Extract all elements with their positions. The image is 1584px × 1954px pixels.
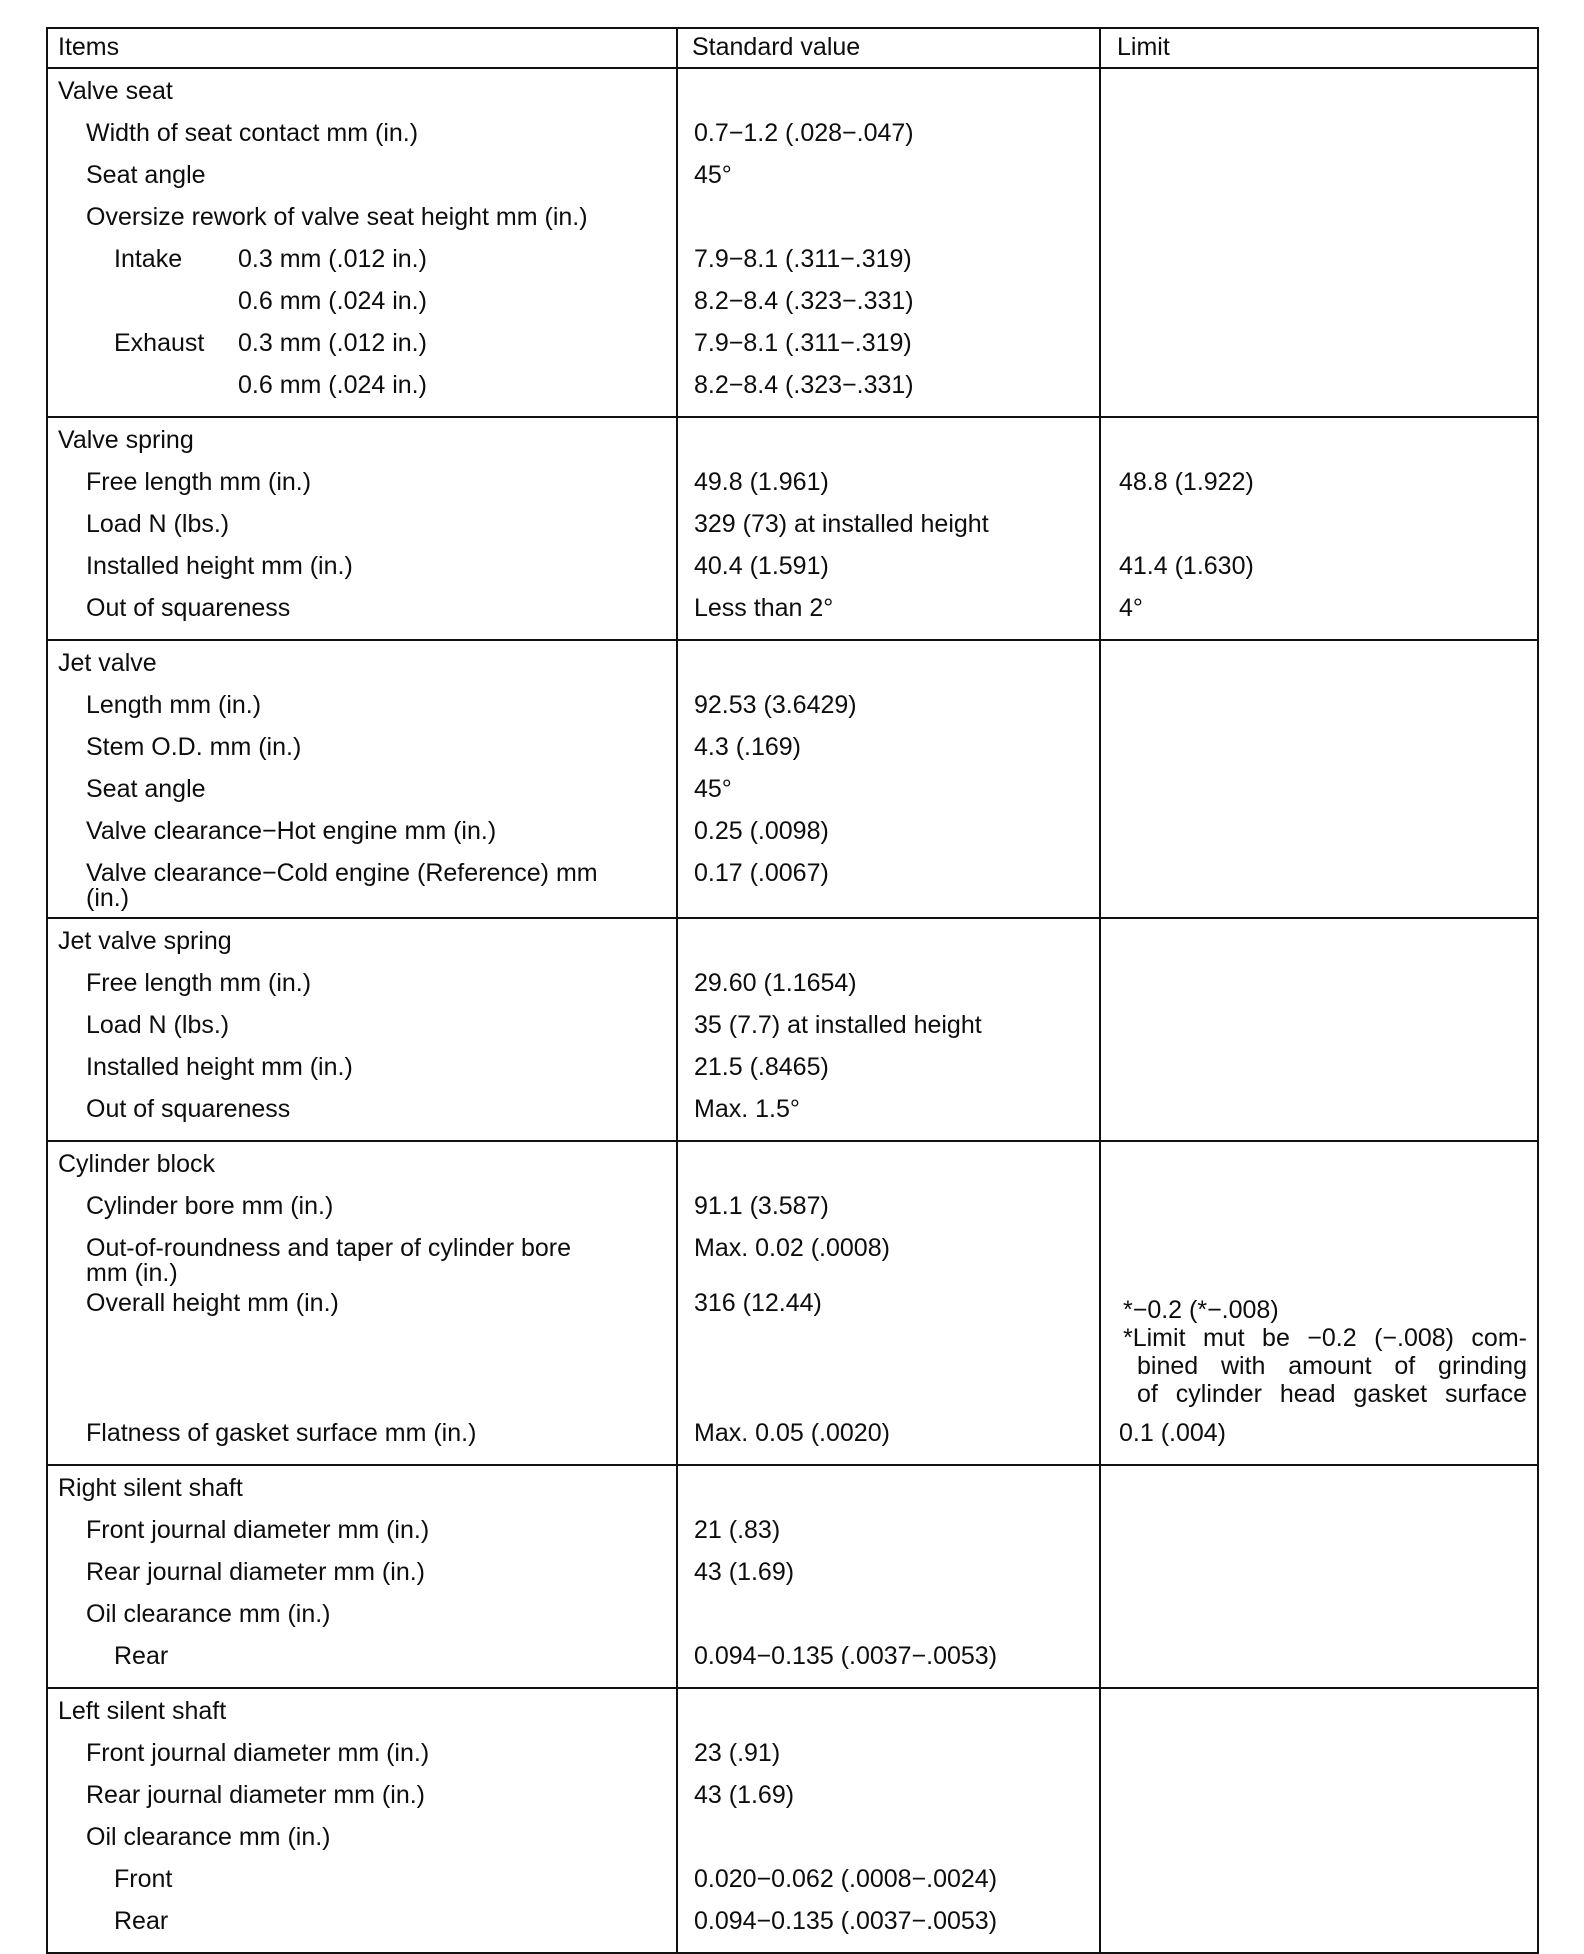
limit-value: 41.4 (1.630): [1119, 552, 1254, 580]
limit-cell: [1100, 1688, 1538, 1953]
standard-value: 8.2−8.4 (.323−.331): [694, 371, 914, 399]
limit-note-line: of cylinder head gasket surface: [1137, 1380, 1527, 1408]
item-label: Installed height mm (in.): [86, 1053, 353, 1081]
item-label: Width of seat contact mm (in.): [86, 119, 419, 147]
standard-value-cell: [677, 1141, 1100, 1465]
table-row: [47, 1141, 1538, 1465]
item-label: Valve clearance−Hot engine mm (in.): [86, 817, 497, 845]
standard-value: 0.17 (.0067): [694, 859, 829, 887]
table-row: [47, 918, 1538, 1141]
item-label: Oil clearance mm (in.): [86, 1600, 331, 1628]
standard-value: 29.60 (1.1654): [694, 969, 857, 997]
item-label: Oil clearance mm (in.): [86, 1823, 331, 1851]
item-label: Length mm (in.): [86, 691, 262, 719]
item-label: Cylinder bore mm (in.): [86, 1192, 334, 1220]
items-cell: [47, 918, 677, 1141]
item-label: 0.6 mm (.024 in.): [238, 371, 427, 399]
item-label: Out of squareness: [86, 594, 291, 622]
item-label: 0.3 mm (.012 in.): [238, 245, 427, 273]
limit-cell: [1100, 640, 1538, 918]
header-row: [47, 28, 1538, 68]
standard-value-cell: [677, 1465, 1100, 1688]
item-label: Overall height mm (in.): [86, 1289, 339, 1317]
standard-value: Less than 2°: [694, 594, 834, 622]
item-label: Rear journal diameter mm (in.): [86, 1781, 425, 1809]
item-label-row: [48, 326, 676, 368]
standard-value: 4.3 (.169): [694, 733, 802, 761]
items-cell: [47, 1688, 677, 1953]
section-title: Jet valve spring: [58, 927, 232, 955]
item-label: Rear: [114, 1642, 169, 1670]
standard-value: 23 (.91): [694, 1739, 781, 1767]
table-row: [47, 1465, 1538, 1688]
item-label: Rear journal diameter mm (in.): [86, 1558, 425, 1586]
standard-value: 43 (1.69): [694, 1781, 795, 1809]
standard-value-cell: [677, 640, 1100, 918]
section-title: Cylinder block: [58, 1150, 216, 1178]
items-cell: [47, 68, 677, 417]
section-left-silent-shaft: [47, 1688, 1538, 1953]
table-row: [47, 417, 1538, 640]
item-label: Front journal diameter mm (in.): [86, 1739, 430, 1767]
limit-cell: [1100, 918, 1538, 1141]
item-label: Valve clearance−Cold engine (Reference) mm (in.): [86, 859, 598, 912]
section-title: Right silent shaft: [58, 1474, 243, 1502]
standard-value: 0.7−1.2 (.028−.047): [694, 119, 914, 147]
section-title: Valve seat: [58, 77, 173, 105]
standard-value: 92.53 (3.6429): [694, 691, 857, 719]
section-cylinder-block: [47, 1141, 1538, 1465]
item-label: Out of squareness: [86, 1095, 291, 1123]
standard-value-cell: [677, 918, 1100, 1141]
exhaust-label: Exhaust: [114, 329, 205, 357]
standard-value: 0.094−0.135 (.0037−.0053): [694, 1907, 998, 1935]
limit-value: *−0.2 (*−.008): [1123, 1296, 1279, 1324]
standard-value-cell: [677, 417, 1100, 640]
section-title: Jet valve: [58, 649, 157, 677]
item-label: Flatness of gasket surface mm (in.): [86, 1419, 477, 1447]
item-label: Front: [114, 1865, 173, 1893]
standard-value: 21 (.83): [694, 1516, 781, 1544]
items-cell: [47, 640, 677, 918]
item-label: 0.6 mm (.024 in.): [238, 287, 427, 315]
standard-value: 7.9−8.1 (.311−.319): [694, 245, 912, 273]
item-label: Stem O.D. mm (in.): [86, 733, 302, 761]
standard-value-cell: [677, 68, 1100, 417]
standard-value: Max. 0.02 (.0008): [694, 1234, 890, 1262]
limit-note: [1101, 1286, 1537, 1416]
standard-value: 0.094−0.135 (.0037−.0053): [694, 1642, 998, 1670]
limit-cell: [1100, 68, 1538, 417]
item-label: Out-of-roundness and taper of cylinder bore mm (in.): [86, 1234, 571, 1287]
standard-value: 329 (73) at installed height: [694, 510, 989, 538]
table-header: [47, 28, 1538, 68]
section-title: Left silent shaft: [58, 1697, 227, 1725]
item-label: Installed height mm (in.): [86, 552, 353, 580]
column-header-items: Items: [47, 28, 677, 68]
standard-value: 7.9−8.1 (.311−.319): [694, 329, 912, 357]
column-header-standard-value: Standard value: [677, 28, 1100, 68]
limit-note-block: [1101, 1291, 1537, 1408]
standard-value: Max. 1.5°: [694, 1095, 800, 1123]
section-valve-spring: [47, 417, 1538, 640]
section-right-silent-shaft: [47, 1465, 1538, 1688]
table-row: [47, 68, 1538, 417]
standard-value: 316 (12.44): [694, 1289, 822, 1317]
standard-value: 35 (7.7) at installed height: [694, 1011, 982, 1039]
section-jet-valve: [47, 640, 1538, 918]
item-label: Seat angle: [86, 161, 206, 189]
standard-value: 0.020−0.062 (.0008−.0024): [694, 1865, 998, 1893]
intake-label: Intake: [114, 245, 183, 273]
column-header-limit: Limit: [1100, 28, 1538, 68]
section-valve-seat: [47, 68, 1538, 417]
item-label: Free length mm (in.): [86, 468, 312, 496]
standard-value: Max. 0.05 (.0020): [694, 1419, 890, 1447]
standard-value: 43 (1.69): [694, 1558, 795, 1586]
table-row: [47, 1688, 1538, 1953]
limit-cell: [1100, 417, 1538, 640]
standard-value: 40.4 (1.591): [694, 552, 829, 580]
items-cell: [47, 1465, 677, 1688]
limit-value: 48.8 (1.922): [1119, 468, 1254, 496]
standard-value: 49.8 (1.961): [694, 468, 829, 496]
item-label: Front journal diameter mm (in.): [86, 1516, 430, 1544]
section-jet-valve-spring: [47, 918, 1538, 1141]
item-label: Free length mm (in.): [86, 969, 312, 997]
limit-note-line: *Limit mut be −0.2 (−.008) com-: [1123, 1324, 1527, 1352]
item-label: 0.3 mm (.012 in.): [238, 329, 427, 357]
item-label: Load N (lbs.): [86, 1011, 230, 1039]
specification-table: [46, 27, 1539, 1954]
standard-value: 0.25 (.0098): [694, 817, 829, 845]
section-title: Valve spring: [58, 426, 194, 454]
limit-cell: [1100, 1465, 1538, 1688]
item-label: Seat angle: [86, 775, 206, 803]
item-label-row: [48, 242, 676, 284]
limit-note-line: bined with amount of grinding: [1137, 1352, 1527, 1380]
standard-value: 91.1 (3.587): [694, 1192, 829, 1220]
item-label: Load N (lbs.): [86, 510, 230, 538]
item-label: Oversize rework of valve seat height mm (in.): [86, 203, 588, 231]
items-cell: [47, 1141, 677, 1465]
item-label: Rear: [114, 1907, 169, 1935]
standard-value: 8.2−8.4 (.323−.331): [694, 287, 914, 315]
limit-value: 0.1 (.004): [1119, 1419, 1227, 1447]
standard-value: 45°: [694, 775, 732, 803]
items-cell: [47, 417, 677, 640]
table-row: [47, 640, 1538, 918]
standard-value-cell: [677, 1688, 1100, 1953]
limit-cell: [1100, 1141, 1538, 1465]
standard-value: 21.5 (.8465): [694, 1053, 829, 1081]
standard-value: 45°: [694, 161, 732, 189]
limit-value: 4°: [1119, 594, 1143, 622]
